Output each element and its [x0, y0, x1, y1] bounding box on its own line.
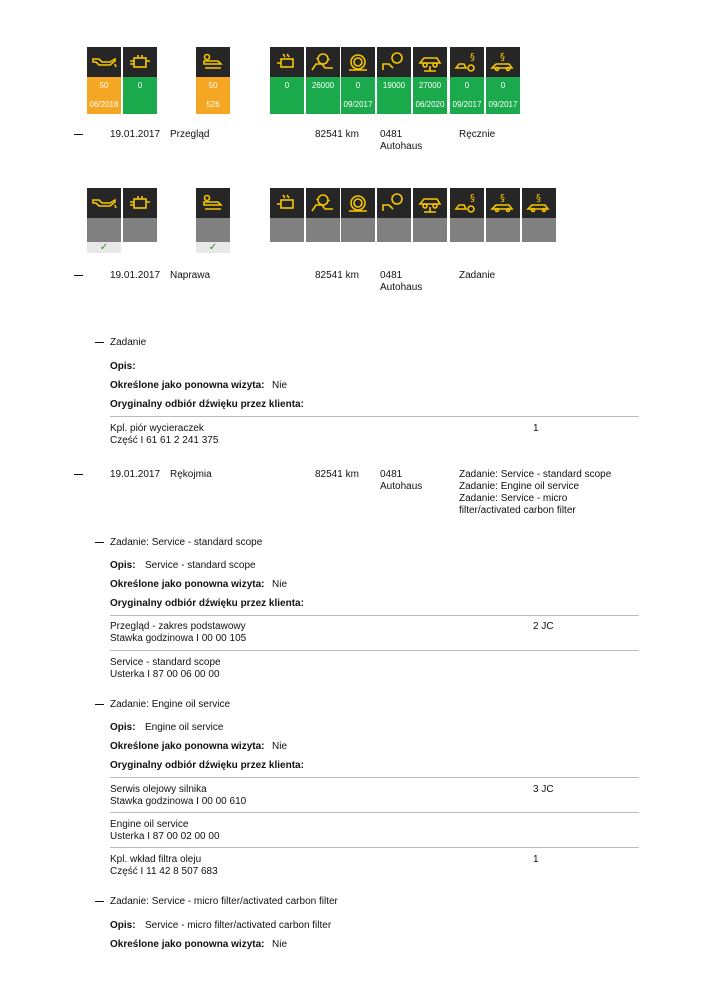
item-name: Przegląd - zakres podstawowy — [110, 621, 246, 632]
collapse-dash[interactable] — [74, 134, 83, 135]
tile-status-bar — [123, 218, 157, 242]
service-tile[interactable] — [306, 188, 340, 242]
item-name: Service - standard scope — [110, 657, 221, 668]
divider — [110, 847, 639, 848]
task-title: Zadanie: Engine oil service — [110, 699, 231, 710]
tile-date — [306, 94, 340, 114]
microfilter-icon — [270, 47, 304, 77]
service-tile[interactable] — [196, 47, 230, 114]
revisit-label: Określone jako ponowna wizyta: — [110, 380, 265, 391]
entry-date: 19.01.2017 — [110, 270, 161, 281]
revisit-value: Nie — [272, 939, 288, 950]
item-name: Engine oil service — [110, 819, 189, 830]
divider — [110, 615, 639, 616]
tile-date: 09/2017 — [341, 94, 375, 114]
collapse-dash[interactable] — [74, 474, 83, 475]
entry-date: 19.01.2017 — [110, 129, 161, 140]
item-number: Część I 11 42 8 507 683 — [110, 866, 218, 877]
revisit-label: Określone jako ponowna wizyta: — [110, 579, 265, 590]
tile-date: 09/2017 — [450, 94, 484, 114]
customer-audio-label: Oryginalny odbiór dźwięku przez klienta: — [110, 598, 304, 609]
entry-type: Naprawa — [170, 270, 211, 281]
entry-status-line: Zadanie: Service - standard scope — [459, 469, 612, 480]
entry-type: Rękojmia — [170, 469, 212, 480]
opis-label: Opis: — [110, 722, 136, 733]
entry-status: Zadanie — [459, 270, 496, 281]
tile-value: 0 — [270, 77, 304, 94]
service-tile[interactable] — [450, 47, 484, 114]
tile-value: 0 — [486, 77, 520, 94]
tile-value: 0 — [450, 77, 484, 94]
dealer-name: Autohaus — [380, 141, 423, 152]
item-qty: 2 JC — [533, 621, 554, 632]
microfilter-icon — [270, 188, 304, 218]
oil-can-icon — [87, 188, 121, 218]
item-number: Usterka I 87 00 02 00 00 — [110, 831, 220, 842]
tile-status-bar — [87, 218, 121, 242]
revisit-value: Nie — [272, 741, 288, 752]
tile-status-bar — [270, 218, 304, 242]
task-title: Zadanie — [110, 337, 147, 348]
opis-value: Service - standard scope — [145, 560, 256, 571]
service-tile[interactable] — [341, 188, 375, 242]
vehicle-check-icon — [413, 188, 447, 218]
tile-status-bar — [306, 218, 340, 242]
entry-date: 19.01.2017 — [110, 469, 161, 480]
dealer-number: 0481 — [380, 129, 403, 140]
tile-date: 09/2017 — [486, 94, 520, 114]
collapse-dash[interactable] — [74, 275, 83, 276]
tile-value: 19000 — [377, 77, 411, 94]
collapse-dash[interactable] — [95, 901, 104, 902]
brake-fluid-icon — [341, 188, 375, 218]
tile-value: 0 — [341, 77, 375, 94]
entry-km: 82541 km — [315, 270, 359, 281]
divider — [110, 777, 639, 778]
opis-value: Engine oil service — [145, 722, 224, 733]
front-brake-icon — [306, 188, 340, 218]
dealer-number: 0481 — [380, 469, 403, 480]
service-tile[interactable] — [306, 47, 340, 114]
service-tile[interactable] — [341, 47, 375, 114]
collapse-dash[interactable] — [95, 542, 104, 543]
item-name: Kpl. wkład filtra oleju — [110, 854, 202, 865]
service-tile[interactable] — [87, 188, 121, 253]
opis-label: Opis: — [110, 560, 136, 571]
service-tile[interactable] — [87, 47, 121, 114]
tile-date: 06/2020 — [413, 94, 447, 114]
tile-status-bar — [341, 218, 375, 242]
entry-km: 82541 km — [315, 469, 359, 480]
dealer-name: Autohaus — [380, 481, 423, 492]
inspection-icon — [450, 188, 484, 218]
item-name: Kpl. piór wycieraczek — [110, 423, 204, 434]
tile-date — [123, 94, 157, 114]
item-qty: 1 — [533, 423, 539, 434]
service-tile[interactable] — [413, 47, 447, 114]
divider — [110, 650, 639, 651]
item-number: Część I 61 61 2 241 375 — [110, 435, 219, 446]
service-tile[interactable] — [450, 188, 484, 242]
legal-inspection-icon — [486, 188, 520, 218]
inspection-icon — [450, 47, 484, 77]
divider — [110, 416, 639, 417]
tile-status-bar — [377, 218, 411, 242]
service-tile[interactable] — [486, 188, 520, 242]
dealer-number: 0481 — [380, 270, 403, 281]
tile-value: 0 — [123, 77, 157, 94]
front-brake-icon — [306, 47, 340, 77]
oil-level-icon — [196, 47, 230, 77]
collapse-dash[interactable] — [95, 704, 104, 705]
dealer-name: Autohaus — [380, 282, 423, 293]
entry-status-line: filter/activated carbon filter — [459, 505, 576, 516]
divider — [110, 812, 639, 813]
opis-label: Opis: — [110, 920, 136, 931]
customer-audio-label: Oryginalny odbiór dźwięku przez klienta: — [110, 399, 304, 410]
legal-inspection-icon — [522, 188, 556, 218]
service-tile[interactable] — [377, 47, 411, 114]
service-tile[interactable] — [196, 188, 230, 253]
rear-brake-icon — [377, 188, 411, 218]
tile-status-bar — [522, 218, 556, 242]
task-title: Zadanie: Service - standard scope — [110, 537, 263, 548]
service-tile[interactable] — [123, 188, 157, 242]
vehicle-check-icon — [413, 47, 447, 77]
tile-date: 526 — [196, 94, 230, 114]
tile-date — [270, 94, 304, 114]
tile-value: 50 — [196, 77, 230, 94]
check-icon: ✓ — [87, 242, 121, 253]
opis-label: Opis: — [110, 361, 136, 372]
tile-date: 06/2018 — [87, 94, 121, 114]
tile-value: 27000 — [413, 77, 447, 94]
tile-status-bar — [450, 218, 484, 242]
service-tile[interactable] — [522, 188, 556, 242]
check-icon: ✓ — [196, 242, 230, 253]
opis-value: Service - micro filter/activated carbon filter — [145, 920, 332, 931]
oil-can-icon — [87, 47, 121, 77]
item-number: Stawka godzinowa I 00 00 105 — [110, 633, 247, 644]
tile-status-bar — [486, 218, 520, 242]
service-tile[interactable] — [413, 188, 447, 242]
service-tile[interactable] — [377, 188, 411, 242]
customer-audio-label: Oryginalny odbiór dźwięku przez klienta: — [110, 760, 304, 771]
tile-status-bar — [413, 218, 447, 242]
entry-type: Przegląd — [170, 129, 210, 140]
legal-inspection-icon — [486, 47, 520, 77]
item-qty: 1 — [533, 854, 539, 865]
item-name: Serwis olejowy silnika — [110, 784, 207, 795]
item-number: Stawka godzinowa I 00 00 610 — [110, 796, 247, 807]
revisit-value: Nie — [272, 579, 288, 590]
revisit-value: Nie — [272, 380, 288, 391]
service-tile[interactable] — [486, 47, 520, 114]
revisit-label: Określone jako ponowna wizyta: — [110, 741, 265, 752]
item-qty: 3 JC — [533, 784, 554, 795]
revisit-label: Określone jako ponowna wizyta: — [110, 939, 265, 950]
service-tile[interactable] — [270, 188, 304, 242]
oil-level-icon — [196, 188, 230, 218]
service-tile[interactable] — [123, 47, 157, 114]
rear-brake-icon — [377, 47, 411, 77]
entry-status: Ręcznie — [459, 129, 496, 140]
service-tile[interactable] — [270, 47, 304, 114]
collapse-dash[interactable] — [95, 342, 104, 343]
entry-km: 82541 km — [315, 129, 359, 140]
entry-status-line: Zadanie: Service - micro — [459, 493, 568, 504]
item-number: Usterka I 87 00 06 00 00 — [110, 669, 220, 680]
engine-filter-icon — [123, 47, 157, 77]
tile-value: 26000 — [306, 77, 340, 94]
tile-value: 50 — [87, 77, 121, 94]
engine-filter-icon — [123, 188, 157, 218]
brake-fluid-icon — [341, 47, 375, 77]
task-title: Zadanie: Service - micro filter/activated carbon filter — [110, 896, 338, 907]
tile-status-bar — [196, 218, 230, 242]
entry-status-line: Zadanie: Engine oil service — [459, 481, 580, 492]
tile-date — [377, 94, 411, 114]
